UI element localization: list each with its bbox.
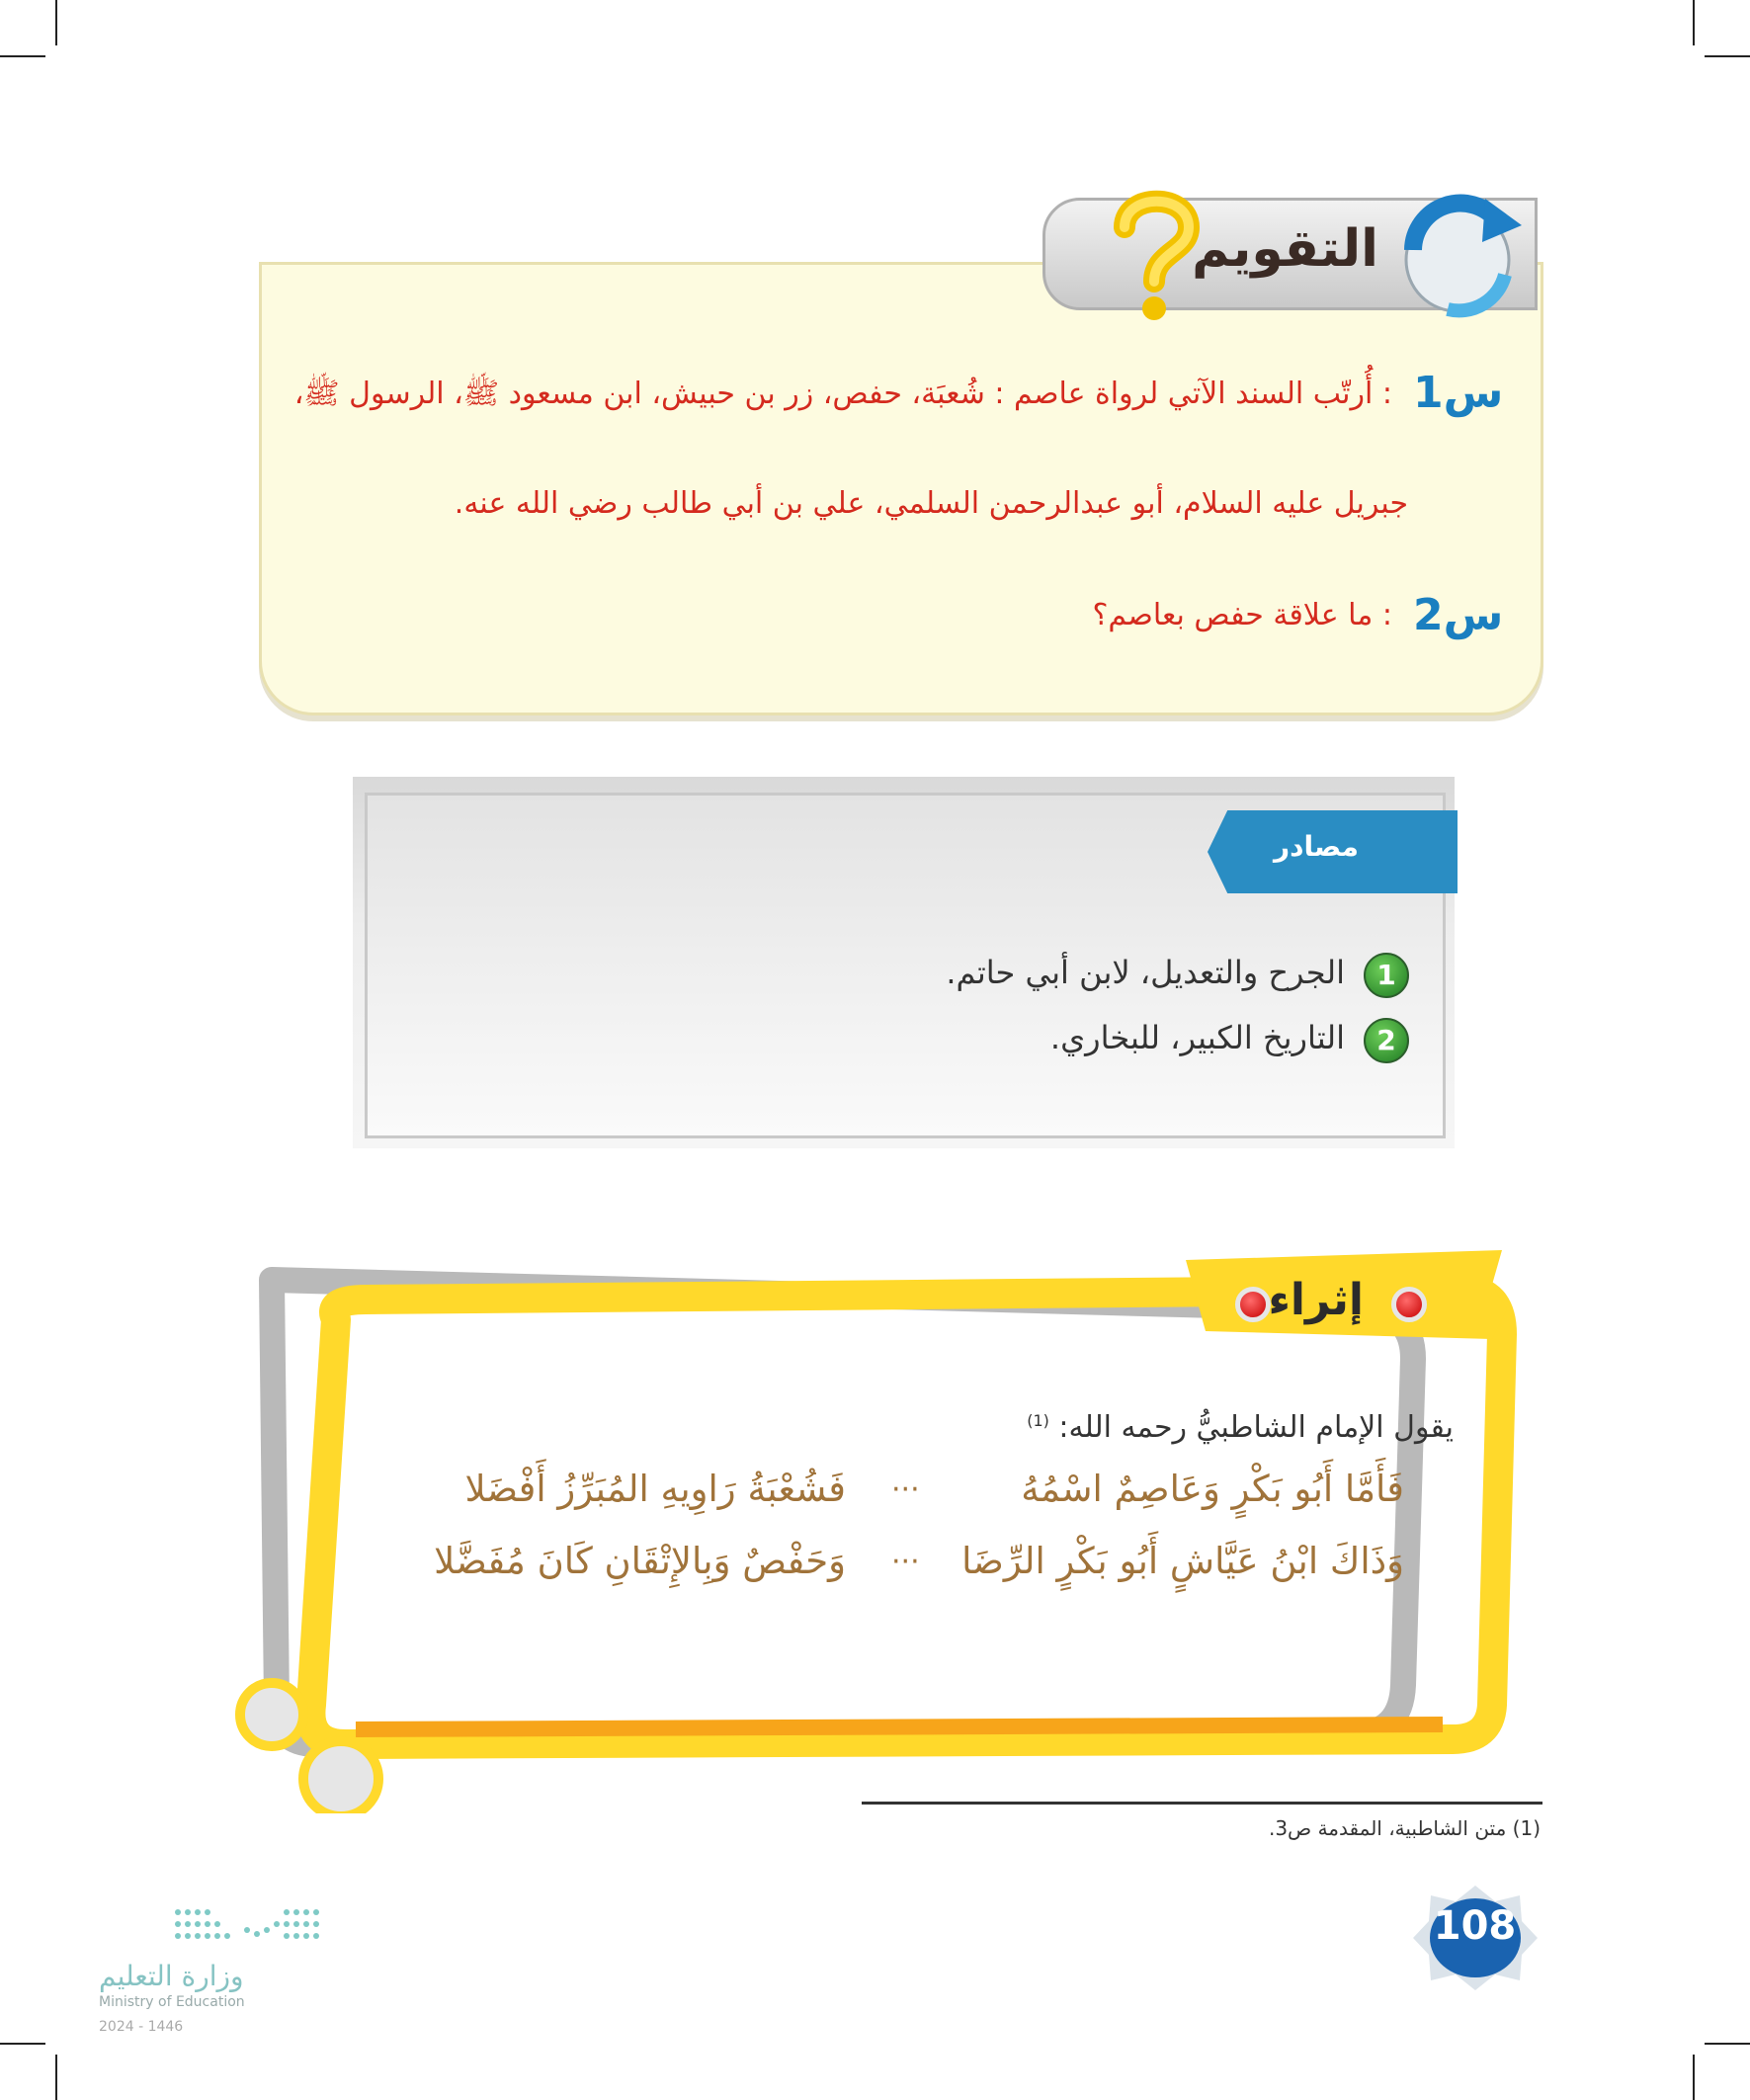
footnote-ref: (1) (1027, 1411, 1049, 1430)
ministry-logo-icon (168, 1902, 326, 1958)
enrichment-intro (1027, 1410, 1454, 1445)
crop-mark (1693, 2055, 1695, 2100)
question-1-label: س1 (1413, 368, 1504, 418)
crop-mark (55, 0, 57, 45)
verse-1-second-hemistich: فَشُعْبَةُ رَاوِيهِ المُبَرِّزُ أَفْضَلا (464, 1468, 846, 1510)
question-2-label: س2 (1413, 590, 1504, 640)
ministry-name-arabic: وزارة التعليم (99, 1960, 244, 1992)
crop-mark (55, 2055, 57, 2100)
source-number-badge: 2 (1364, 1018, 1409, 1063)
verse-2-first-hemistich: وَذَاكَ ابْنُ عَيَّاشٍ أَبُو بَكْرٍ الرِّضَا (961, 1540, 1404, 1582)
verse-2-second-hemistich: وَحَفْصٌ وَبِالإِتْقَانِ كَانَ مُفَضَّلا (434, 1540, 846, 1582)
red-dot-icon (1391, 1287, 1427, 1322)
enrichment-frame (217, 1240, 1542, 1813)
assessment-title: التقويم (1192, 219, 1378, 279)
refresh-arrow-icon (1388, 181, 1537, 329)
question-mark-icon (1105, 188, 1204, 326)
question-1-line-2: جبريل عليه السلام، أبو عبدالرحمن السلمي، علي بن أبي طالب رضي الله عنه. (454, 486, 1408, 521)
ministry-year: 2024 - 1446 (99, 2019, 184, 2035)
crop-mark (1693, 0, 1695, 45)
crop-mark (0, 55, 45, 57)
question-2-text: : ما علاقة حفص بعاصم؟ (1092, 598, 1392, 632)
crop-mark (1705, 2043, 1750, 2045)
page-number: 108 (1433, 1903, 1517, 1949)
crop-mark (1705, 55, 1750, 57)
verse-separator: ··· (891, 1472, 920, 1507)
intro-text: يقول الإمام الشاطبيُّ رحمه الله: (1058, 1410, 1454, 1445)
source-number-badge: 1 (1364, 953, 1409, 998)
question-1-line-1: : أُرتّب السند الآتي لرواة عاصم : شُعبَة، حفص، زر بن حبيش، ابن مسعود ﷺ، الرسول ﷺ، (293, 377, 1392, 411)
source-item: التاريخ الكبير، للبخاري. (1049, 1019, 1345, 1056)
ministry-name-english: Ministry of Education (99, 1994, 245, 2010)
source-item: الجرح والتعديل، لابن أبي حاتم. (946, 954, 1345, 991)
verse-separator: ··· (891, 1545, 920, 1579)
enrichment-title: إثراء (1268, 1275, 1364, 1325)
sources-title: مصادر (1274, 830, 1359, 863)
crop-mark (0, 2043, 45, 2045)
red-dot-icon (1235, 1287, 1271, 1322)
footnote: (1) متن الشاطبية، المقدمة ص3. (1268, 1816, 1541, 1840)
verse-1-first-hemistich: فَأَمَّا أَبُو بَكْرٍ وَعَاصِمٌ اسْمُهُ (1021, 1468, 1404, 1510)
footnote-rule (862, 1802, 1542, 1805)
